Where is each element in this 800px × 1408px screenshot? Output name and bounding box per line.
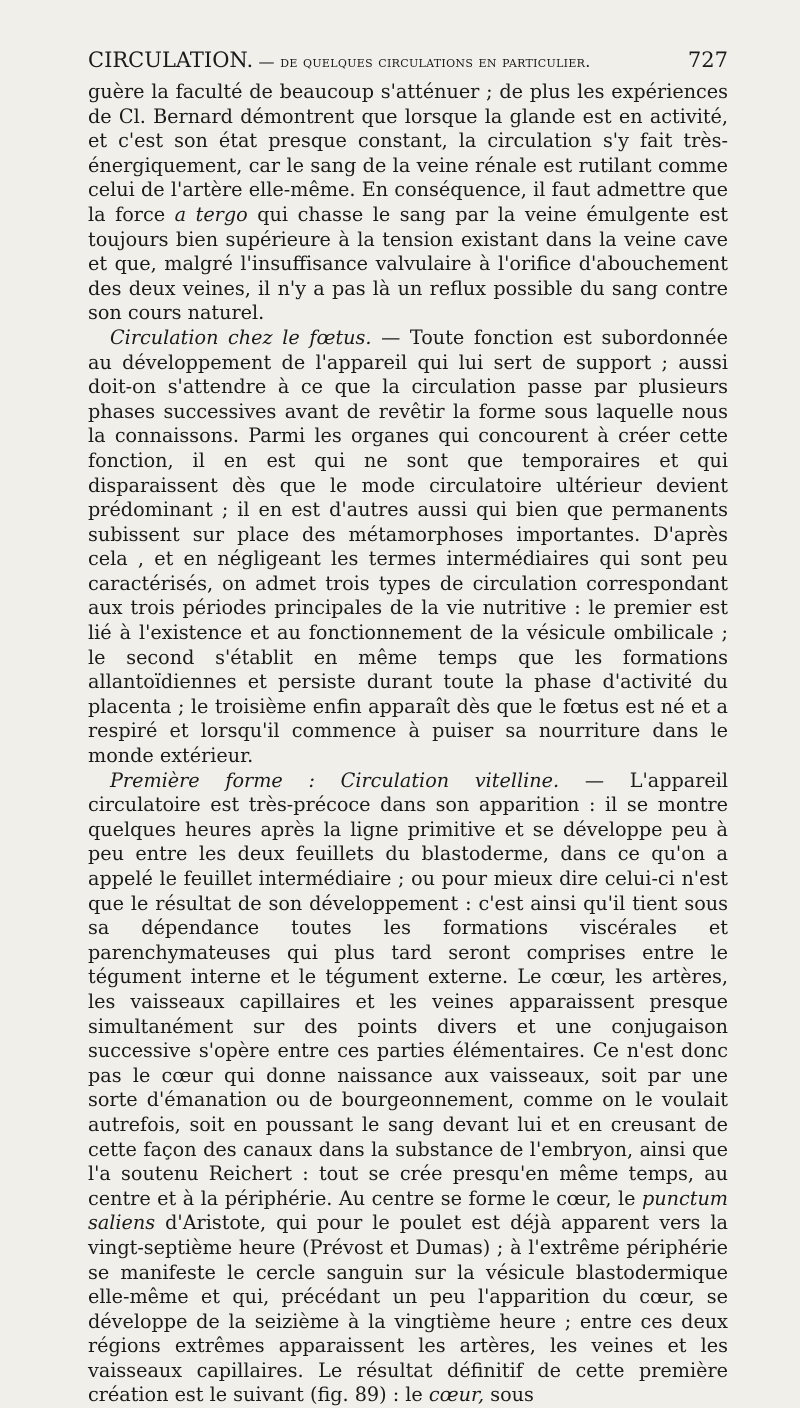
italic-text: Première forme : Circulation vitelline.	[110, 768, 560, 792]
text-run: qui chasse le sang par la veine émulgente est toujours bien supérieure à la tension existant dans la veine cave et que, malgré l'insuffisance valvulaire à l'orifice d'abouchement des deux veines, il n'y a pas là un reflux possible du sang contre son cours naturel.	[88, 202, 729, 325]
text-run: d'Aristote, qui pour le poulet est déjà apparent vers la vingt-septième heure (Prévost et Dumas) ; à l'extrême périphérie se manifeste le cercle sanguin sur la vésicule blastodermique elle-même et qui, précédant un peu l'apparition du cœur, se développe de la seizième à la vingtième heure ; entre ces deux régions extrêmes apparaissent les artères, les veines et les vaisseaux capillaires. Le résultat définitif de cette première création est le suivant (fig. 89) : le	[88, 1211, 728, 1407]
paragraph	[88, 769, 728, 1408]
text-run: sous	[484, 1383, 534, 1407]
text-run: guère la faculté de beaucoup s'atténuer ; de plus les expériences de Cl. Bernard démontrent que lorsque la glande est en activité, et c'est son état presque constant, la circulation s'y fait très-énergiquement, car le sang de la veine rénale est rutilant comme celui de l'artère elle-même. En conséquence, il faut admettre que la force	[88, 80, 728, 226]
running-title	[88, 46, 591, 76]
italic-text: Circulation chez le fœtus.	[110, 325, 372, 349]
italic-text: punctum saliens	[88, 1186, 728, 1235]
paragraph	[88, 326, 728, 769]
running-title-main: CIRCULATION.	[88, 48, 254, 72]
page-number: 727	[687, 48, 728, 72]
italic-text: a tergo	[174, 202, 248, 226]
running-header	[88, 46, 728, 76]
paragraph	[88, 80, 728, 326]
text-run: — Toute fonction est subordonnée au développement de l'appareil qui lui sert de support ; aussi doit-on s'attendre à ce que la circulation passe par plusieurs phases successives avant de revêtir la forme sous laquelle nous la connaissons. Parmi les organes qui concourent à créer cette fonction, il en est qui ne sont que temporaires et qui disparaissent dès que le mode circulatoire ultérieur devient prédominant ; il en est d'autres aussi qui bien que permanents subissent sur place des métamorphoses importantes. D'après cela , et en négligeant les termes intermédiaires qui sont peu caractérisés, on admet trois types de circulation correspondant aux trois périodes principales de la vie nutritive : le premier est lié à l'existence et au fonctionnement de la vésicule ombilicale ; le second s'établit en même temps que les formations allantoïdiennes et persiste durant toute la phase d'activité du placenta ; le troisième enfin apparaît dès que le fœtus est né et a respiré et lorsqu'il commence à puiser sa nourriture dans le monde extérieur.	[88, 325, 728, 768]
running-title-section: — de quelques circulations en particulier.	[253, 52, 591, 71]
text-run: — L'appareil circulatoire est très-précoce dans son apparition : il se montre quelques heures après la ligne primitive et se développe peu à peu entre les deux feuillets du blastoderme, dans ce qu'on a appelé le feuillet intermédiaire ; ou pour mieux dire celui-ci n'est que le résultat de son développement : c'est ainsi qu'il tient sous sa dépendance toutes les formations viscérales et parenchymateuses qui plus tard seront comprises entre le tégument interne et le tégument externe. Le cœur, les artères, les vaisseaux capillaires et les veines apparaissent presque simultanément sur des points divers et une conjugaison successive s'opère entre ces parties élémentaires. Ce n'est donc pas le cœur qui donne naissance aux vaisseaux, soit par une sorte d'émanation ou de bourgeonnement, comme on le voulait autrefois, soit en poussant le sang devant lui et en creusant de cette façon des canaux dans la substance de l'embryon, ainsi que l'a soutenu Reichert : tout se crée presqu'en même temps, au centre et à la périphérie. Au centre se forme le cœur, le	[88, 768, 728, 1210]
italic-text: cœur,	[428, 1383, 485, 1407]
body-text	[88, 80, 728, 1408]
